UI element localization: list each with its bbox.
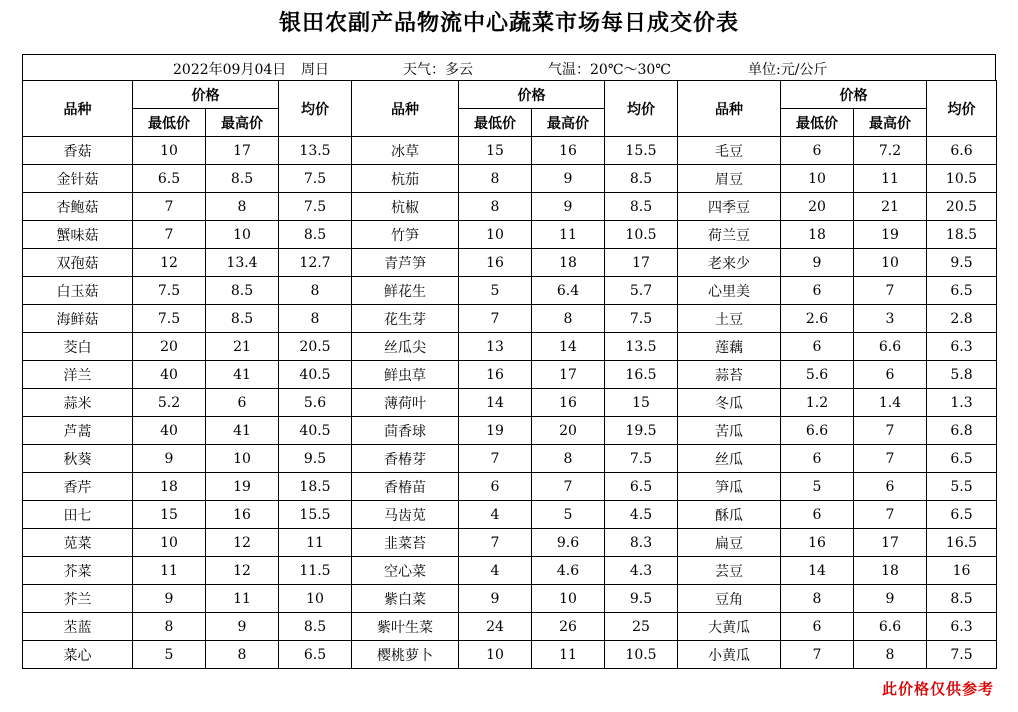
table-row <box>23 193 997 221</box>
variety-cell: 茭白 <box>23 333 133 361</box>
high-price-cell: 41 <box>206 417 279 445</box>
temperature-text: 气温：20℃～30℃ <box>548 62 671 78</box>
avg-price-cell: 6.6 <box>927 137 997 165</box>
header-row-2 <box>23 109 997 137</box>
low-price-cell: 13 <box>459 333 532 361</box>
low-price-cell: 7.5 <box>133 277 206 305</box>
low-price-cell: 15 <box>133 501 206 529</box>
avg-price-cell: 6.5 <box>927 445 997 473</box>
low-price-cell: 16 <box>459 249 532 277</box>
weather-text: 天气：多云 <box>403 62 473 78</box>
avg-price-cell: 9.5 <box>605 585 678 613</box>
price-table <box>22 80 997 669</box>
table-row <box>23 361 997 389</box>
avg-price-cell: 8.5 <box>605 165 678 193</box>
avg-price-cell: 5.5 <box>927 473 997 501</box>
variety-cell: 金针菇 <box>23 165 133 193</box>
table-row <box>23 529 997 557</box>
low-price-cell: 6 <box>781 613 854 641</box>
avg-price-cell: 6.5 <box>279 641 352 669</box>
low-price-cell: 24 <box>459 613 532 641</box>
avg-price-cell: 40.5 <box>279 361 352 389</box>
high-price-cell: 26 <box>532 613 605 641</box>
header-avg: 均价 <box>927 81 997 137</box>
low-price-cell: 20 <box>781 193 854 221</box>
avg-price-cell: 6.8 <box>927 417 997 445</box>
high-price-cell: 21 <box>854 193 927 221</box>
avg-price-cell: 15.5 <box>605 137 678 165</box>
variety-cell: 田七 <box>23 501 133 529</box>
low-price-cell: 9 <box>133 585 206 613</box>
high-price-cell: 12 <box>206 529 279 557</box>
low-price-cell: 10 <box>133 137 206 165</box>
avg-price-cell: 5.6 <box>279 389 352 417</box>
table-row <box>23 641 997 669</box>
header-price: 价格 <box>133 81 279 109</box>
avg-price-cell: 20.5 <box>927 193 997 221</box>
low-price-cell: 14 <box>781 557 854 585</box>
high-price-cell: 13.4 <box>206 249 279 277</box>
high-price-cell: 17 <box>532 361 605 389</box>
high-price-cell: 5 <box>532 501 605 529</box>
high-price-cell: 11 <box>206 585 279 613</box>
high-price-cell: 19 <box>854 221 927 249</box>
avg-price-cell: 8.5 <box>927 585 997 613</box>
table-row <box>23 165 997 193</box>
table-row <box>23 417 997 445</box>
avg-price-cell: 6.3 <box>927 333 997 361</box>
table-row <box>23 137 997 165</box>
avg-price-cell: 15.5 <box>279 501 352 529</box>
variety-cell: 青芦笋 <box>352 249 459 277</box>
variety-cell: 荷兰豆 <box>678 221 781 249</box>
avg-price-cell: 19.5 <box>605 417 678 445</box>
high-price-cell: 6.6 <box>854 613 927 641</box>
low-price-cell: 18 <box>133 473 206 501</box>
header-high: 最高价 <box>206 109 279 137</box>
avg-price-cell: 4.3 <box>605 557 678 585</box>
low-price-cell: 11 <box>133 557 206 585</box>
high-price-cell: 18 <box>854 557 927 585</box>
avg-price-cell: 25 <box>605 613 678 641</box>
high-price-cell: 8 <box>532 305 605 333</box>
low-price-cell: 6 <box>781 501 854 529</box>
high-price-cell: 7.2 <box>854 137 927 165</box>
high-price-cell: 10 <box>206 221 279 249</box>
low-price-cell: 6 <box>781 445 854 473</box>
high-price-cell: 6 <box>854 473 927 501</box>
disclaimer-note: 此价格仅供参考 <box>881 680 994 698</box>
low-price-cell: 9 <box>133 445 206 473</box>
low-price-cell: 15 <box>459 137 532 165</box>
variety-cell: 海鲜菇 <box>23 305 133 333</box>
low-price-cell: 40 <box>133 361 206 389</box>
variety-cell: 豆角 <box>678 585 781 613</box>
low-price-cell: 4 <box>459 557 532 585</box>
table-row <box>23 221 997 249</box>
high-price-cell: 10 <box>854 249 927 277</box>
low-price-cell: 9 <box>459 585 532 613</box>
avg-price-cell: 1.3 <box>927 389 997 417</box>
high-price-cell: 6.6 <box>854 333 927 361</box>
low-price-cell: 5 <box>781 473 854 501</box>
variety-cell: 笋瓜 <box>678 473 781 501</box>
avg-price-cell: 10.5 <box>605 641 678 669</box>
low-price-cell: 7 <box>781 641 854 669</box>
table-row <box>23 389 997 417</box>
header-price: 价格 <box>781 81 927 109</box>
variety-cell: 蒜苔 <box>678 361 781 389</box>
variety-cell: 毛豆 <box>678 137 781 165</box>
high-price-cell: 16 <box>532 137 605 165</box>
low-price-cell: 16 <box>459 361 532 389</box>
avg-price-cell: 11 <box>279 529 352 557</box>
table-body <box>23 137 997 669</box>
avg-price-cell: 17 <box>605 249 678 277</box>
table-row <box>23 333 997 361</box>
avg-price-cell: 7.5 <box>279 165 352 193</box>
variety-cell: 茴香球 <box>352 417 459 445</box>
low-price-cell: 8 <box>133 613 206 641</box>
date-text: 2022年09月04日 <box>173 62 287 78</box>
low-price-cell: 10 <box>781 165 854 193</box>
avg-price-cell: 8 <box>279 277 352 305</box>
avg-price-cell: 12.7 <box>279 249 352 277</box>
header-variety: 品种 <box>23 81 133 137</box>
high-price-cell: 6 <box>854 361 927 389</box>
high-price-cell: 18 <box>532 249 605 277</box>
low-price-cell: 6 <box>459 473 532 501</box>
variety-cell: 冰草 <box>352 137 459 165</box>
high-price-cell: 8 <box>532 445 605 473</box>
avg-price-cell: 16 <box>927 557 997 585</box>
high-price-cell: 14 <box>532 333 605 361</box>
header-avg: 均价 <box>605 81 678 137</box>
info-bar <box>22 54 996 80</box>
avg-price-cell: 10.5 <box>927 165 997 193</box>
variety-cell: 丝瓜尖 <box>352 333 459 361</box>
avg-price-cell: 8 <box>279 305 352 333</box>
high-price-cell: 3 <box>854 305 927 333</box>
variety-cell: 紫叶生菜 <box>352 613 459 641</box>
variety-cell: 苤蓝 <box>23 613 133 641</box>
table-row <box>23 473 997 501</box>
variety-cell: 双孢菇 <box>23 249 133 277</box>
avg-price-cell: 10.5 <box>605 221 678 249</box>
variety-cell: 白玉菇 <box>23 277 133 305</box>
avg-price-cell: 11.5 <box>279 557 352 585</box>
low-price-cell: 7 <box>459 529 532 557</box>
low-price-cell: 1.2 <box>781 389 854 417</box>
variety-cell: 紫白菜 <box>352 585 459 613</box>
avg-price-cell: 18.5 <box>279 473 352 501</box>
page-title: 银田农副产品物流中心蔬菜市场每日成交价表 <box>278 10 739 36</box>
high-price-cell: 21 <box>206 333 279 361</box>
low-price-cell: 8 <box>781 585 854 613</box>
variety-cell: 芦蒿 <box>23 417 133 445</box>
avg-price-cell: 7.5 <box>927 641 997 669</box>
high-price-cell: 10 <box>206 445 279 473</box>
table-row <box>23 249 997 277</box>
low-price-cell: 4 <box>459 501 532 529</box>
low-price-cell: 8 <box>459 193 532 221</box>
high-price-cell: 9 <box>854 585 927 613</box>
variety-cell: 空心菜 <box>352 557 459 585</box>
low-price-cell: 9 <box>781 249 854 277</box>
low-price-cell: 5.6 <box>781 361 854 389</box>
high-price-cell: 12 <box>206 557 279 585</box>
high-price-cell: 4.6 <box>532 557 605 585</box>
variety-cell: 鲜虫草 <box>352 361 459 389</box>
high-price-cell: 11 <box>532 641 605 669</box>
variety-cell: 丝瓜 <box>678 445 781 473</box>
low-price-cell: 18 <box>781 221 854 249</box>
variety-cell: 苦瓜 <box>678 417 781 445</box>
high-price-cell: 16 <box>206 501 279 529</box>
variety-cell: 香芹 <box>23 473 133 501</box>
variety-cell: 莲藕 <box>678 333 781 361</box>
variety-cell: 香椿芽 <box>352 445 459 473</box>
low-price-cell: 14 <box>459 389 532 417</box>
high-price-cell: 17 <box>854 529 927 557</box>
high-price-cell: 8.5 <box>206 165 279 193</box>
variety-cell: 竹笋 <box>352 221 459 249</box>
variety-cell: 杭茄 <box>352 165 459 193</box>
low-price-cell: 12 <box>133 249 206 277</box>
avg-price-cell: 16.5 <box>605 361 678 389</box>
avg-price-cell: 9.5 <box>279 445 352 473</box>
avg-price-cell: 6.5 <box>605 473 678 501</box>
variety-cell: 樱桃萝卜 <box>352 641 459 669</box>
low-price-cell: 8 <box>459 165 532 193</box>
variety-cell: 心里美 <box>678 277 781 305</box>
avg-price-cell: 18.5 <box>927 221 997 249</box>
low-price-cell: 7 <box>459 305 532 333</box>
avg-price-cell: 15 <box>605 389 678 417</box>
header-high: 最高价 <box>532 109 605 137</box>
variety-cell: 蟹味菇 <box>23 221 133 249</box>
variety-cell: 蒜米 <box>23 389 133 417</box>
unit-text: 单位:元/公斤 <box>748 62 828 78</box>
low-price-cell: 6 <box>781 277 854 305</box>
low-price-cell: 16 <box>781 529 854 557</box>
high-price-cell: 6.4 <box>532 277 605 305</box>
variety-cell: 酥瓜 <box>678 501 781 529</box>
table-row <box>23 305 997 333</box>
header-row-1 <box>23 81 997 109</box>
avg-price-cell: 8.5 <box>279 613 352 641</box>
high-price-cell: 11 <box>532 221 605 249</box>
variety-cell: 洋兰 <box>23 361 133 389</box>
variety-cell: 鲜花生 <box>352 277 459 305</box>
variety-cell: 老来少 <box>678 249 781 277</box>
avg-price-cell: 7.5 <box>279 193 352 221</box>
variety-cell: 四季豆 <box>678 193 781 221</box>
table-row <box>23 557 997 585</box>
variety-cell: 花生芽 <box>352 305 459 333</box>
high-price-cell: 9 <box>206 613 279 641</box>
high-price-cell: 7 <box>854 501 927 529</box>
avg-price-cell: 8.5 <box>279 221 352 249</box>
high-price-cell: 11 <box>854 165 927 193</box>
variety-cell: 杭椒 <box>352 193 459 221</box>
variety-cell: 芸豆 <box>678 557 781 585</box>
high-price-cell: 19 <box>206 473 279 501</box>
low-price-cell: 7.5 <box>133 305 206 333</box>
high-price-cell: 9.6 <box>532 529 605 557</box>
variety-cell: 香菇 <box>23 137 133 165</box>
low-price-cell: 19 <box>459 417 532 445</box>
variety-cell: 秋葵 <box>23 445 133 473</box>
low-price-cell: 20 <box>133 333 206 361</box>
high-price-cell: 8 <box>854 641 927 669</box>
low-price-cell: 5 <box>459 277 532 305</box>
table-row <box>23 445 997 473</box>
variety-cell: 小黄瓜 <box>678 641 781 669</box>
avg-price-cell: 4.5 <box>605 501 678 529</box>
header-high: 最高价 <box>854 109 927 137</box>
header-avg: 均价 <box>279 81 352 137</box>
low-price-cell: 6.5 <box>133 165 206 193</box>
header-variety: 品种 <box>352 81 459 137</box>
low-price-cell: 6.6 <box>781 417 854 445</box>
high-price-cell: 8.5 <box>206 305 279 333</box>
low-price-cell: 5 <box>133 641 206 669</box>
avg-price-cell: 13.5 <box>605 333 678 361</box>
high-price-cell: 7 <box>532 473 605 501</box>
variety-cell: 菜心 <box>23 641 133 669</box>
avg-price-cell: 6.5 <box>927 277 997 305</box>
variety-cell: 芥菜 <box>23 557 133 585</box>
header-low: 最低价 <box>133 109 206 137</box>
header-low: 最低价 <box>781 109 854 137</box>
variety-cell: 杏鲍菇 <box>23 193 133 221</box>
avg-price-cell: 8.5 <box>605 193 678 221</box>
variety-cell: 香椿苗 <box>352 473 459 501</box>
high-price-cell: 8 <box>206 641 279 669</box>
variety-cell: 大黄瓜 <box>678 613 781 641</box>
header-variety: 品种 <box>678 81 781 137</box>
variety-cell: 冬瓜 <box>678 389 781 417</box>
variety-cell: 薄荷叶 <box>352 389 459 417</box>
avg-price-cell: 40.5 <box>279 417 352 445</box>
high-price-cell: 10 <box>532 585 605 613</box>
high-price-cell: 9 <box>532 193 605 221</box>
avg-price-cell: 7.5 <box>605 305 678 333</box>
high-price-cell: 9 <box>532 165 605 193</box>
low-price-cell: 7 <box>459 445 532 473</box>
variety-cell: 眉豆 <box>678 165 781 193</box>
high-price-cell: 8.5 <box>206 277 279 305</box>
avg-price-cell: 10 <box>279 585 352 613</box>
high-price-cell: 8 <box>206 193 279 221</box>
low-price-cell: 10 <box>459 641 532 669</box>
avg-price-cell: 5.7 <box>605 277 678 305</box>
high-price-cell: 20 <box>532 417 605 445</box>
high-price-cell: 16 <box>532 389 605 417</box>
table-row <box>23 277 997 305</box>
high-price-cell: 41 <box>206 361 279 389</box>
low-price-cell: 2.6 <box>781 305 854 333</box>
high-price-cell: 7 <box>854 417 927 445</box>
variety-cell: 土豆 <box>678 305 781 333</box>
header-low: 最低价 <box>459 109 532 137</box>
header-price: 价格 <box>459 81 605 109</box>
table-row <box>23 501 997 529</box>
avg-price-cell: 13.5 <box>279 137 352 165</box>
low-price-cell: 5.2 <box>133 389 206 417</box>
avg-price-cell: 7.5 <box>605 445 678 473</box>
weekday-text: 周日 <box>301 62 329 78</box>
high-price-cell: 17 <box>206 137 279 165</box>
variety-cell: 韭菜苔 <box>352 529 459 557</box>
low-price-cell: 7 <box>133 193 206 221</box>
avg-price-cell: 6.5 <box>927 501 997 529</box>
low-price-cell: 10 <box>133 529 206 557</box>
variety-cell: 马齿苋 <box>352 501 459 529</box>
low-price-cell: 7 <box>133 221 206 249</box>
low-price-cell: 6 <box>781 137 854 165</box>
low-price-cell: 10 <box>459 221 532 249</box>
high-price-cell: 7 <box>854 277 927 305</box>
avg-price-cell: 16.5 <box>927 529 997 557</box>
low-price-cell: 6 <box>781 333 854 361</box>
avg-price-cell: 20.5 <box>279 333 352 361</box>
high-price-cell: 7 <box>854 445 927 473</box>
variety-cell: 芥兰 <box>23 585 133 613</box>
table-row <box>23 613 997 641</box>
high-price-cell: 1.4 <box>854 389 927 417</box>
avg-price-cell: 9.5 <box>927 249 997 277</box>
high-price-cell: 6 <box>206 389 279 417</box>
table-row <box>23 585 997 613</box>
variety-cell: 苋菜 <box>23 529 133 557</box>
avg-price-cell: 8.3 <box>605 529 678 557</box>
variety-cell: 扁豆 <box>678 529 781 557</box>
avg-price-cell: 2.8 <box>927 305 997 333</box>
low-price-cell: 40 <box>133 417 206 445</box>
avg-price-cell: 6.3 <box>927 613 997 641</box>
avg-price-cell: 5.8 <box>927 361 997 389</box>
